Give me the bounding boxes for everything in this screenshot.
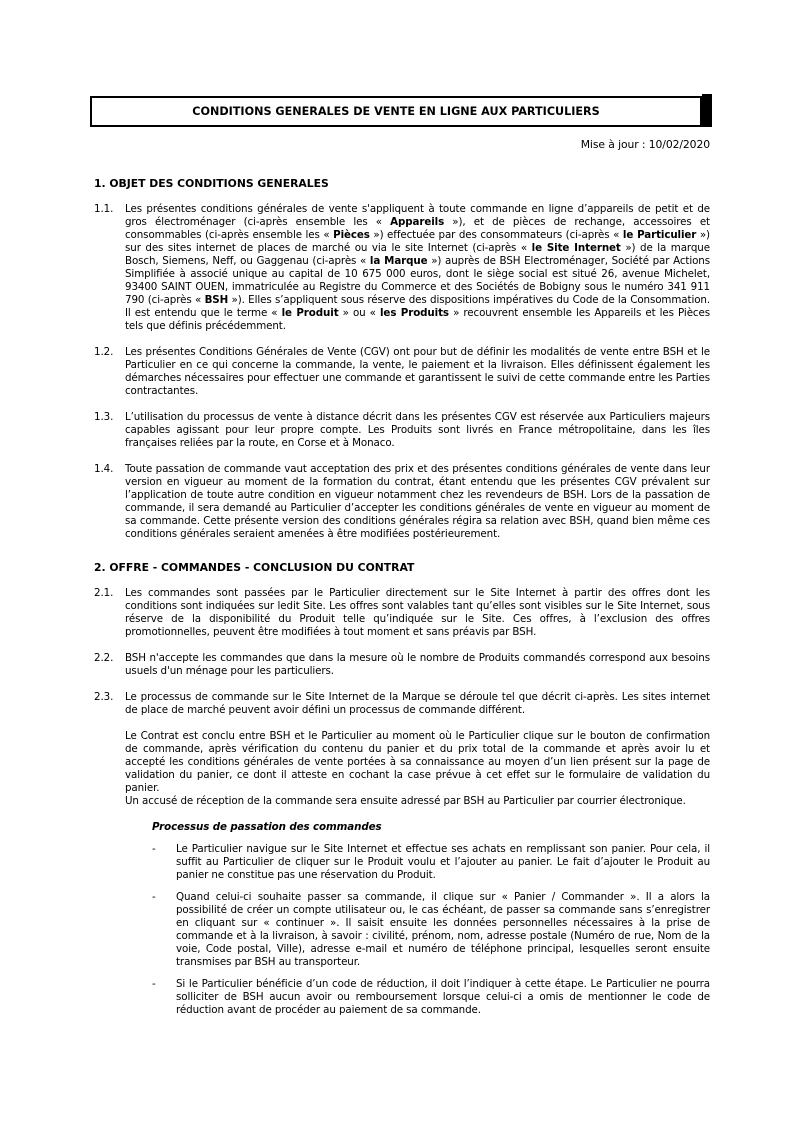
clause-1-4 <box>94 463 710 541</box>
updated-date: Mise à jour : 10/02/2020 <box>580 138 710 151</box>
list-item <box>152 891 710 969</box>
clause-number: 2.3. <box>94 691 114 703</box>
list-item-text: Quand celui-ci souhaite passer sa commande, il clique sur « Panier / Commander ». Il a alors la possibilité de créer un compte utilisateur ou, le cas échéant, de passer sa commande sans s’enregistrer en cliquant sur « continuer ». Il saisit ensuite les données personnelles nécessaires à la prise de commande et à la livraison, à savoir : civilité, prénom, nom, adresse postale (Numéro de rue, Nom de la voie, Code postal, Ville), adresse e-mail et numéro de téléphone principal, lesquelles seront ensuite transmises par BSH au transporteur. <box>176 891 710 968</box>
clause-number: 1.2. <box>94 346 114 358</box>
clause-number: 2.1. <box>94 587 114 599</box>
title-side-mark <box>702 94 712 127</box>
document-title: CONDITIONS GENERALES DE VENTE EN LIGNE AUX PARTICULIERS <box>192 105 600 118</box>
clause-2-3-continuation-2: Un accusé de réception de la commande sera ensuite adressé par BSH au Particulier par courrier électronique. <box>125 795 686 807</box>
section-1-heading: 1. OBJET DES CONDITIONS GENERALES <box>94 177 329 190</box>
clause-2-3 <box>94 691 710 717</box>
document-title-box <box>90 96 702 127</box>
list-item-marker: - <box>152 843 156 855</box>
section-2-heading: 2. OFFRE - COMMANDES - CONCLUSION DU CONTRAT <box>94 561 415 574</box>
clause-text: BSH n'accepte les commandes que dans la mesure où le nombre de Produits commandés correspond aux besoins usuels d'un ménage pour les particuliers. <box>125 652 710 677</box>
clause-text: Toute passation de commande vaut acceptation des prix et des présentes conditions générales de vente dans leur version en vigueur au moment de la formation du contrat, étant entendu que les présentes CGV prévalent sur l’application de toute autre condition en vigueur notamment chez les revendeurs de BSH. Lors de la passation de commande, il sera demandé au Particulier d’accepter les conditions générales de vente en vigueur au moment de sa commande. Cette présente version des conditions générales régira sa relation avec BSH, quand bien même ces conditions générales seraient amenées à être modifiées postérieurement. <box>125 463 710 540</box>
clause-text: Le processus de commande sur le Site Internet de la Marque se déroule tel que décrit ci-après. Les sites internet de place de marché peuvent avoir défini un processus de commande différent. <box>125 691 710 716</box>
process-subheading: Processus de passation des commandes <box>152 821 382 833</box>
clause-text: L’utilisation du processus de vente à distance décrit dans les présentes CGV est réservée aux Particuliers majeurs capables agissant pour leur propre compte. Les Produits sont livrés en France métropolitaine, dans les îles françaises reliées par la route, en Corse et à Monaco. <box>125 411 710 449</box>
list-item-marker: - <box>152 978 156 990</box>
clause-number: 2.2. <box>94 652 114 664</box>
clause-text: Les commandes sont passées par le Particulier directement sur le Site Internet à partir des offres dont les conditions sont indiquées sur ledit Site. Les offres sont valables tant qu’elles sont visibles sur le Site Internet, sous réserve de la disponibilité du Produit telle qu’indiquée sur le Site. Ces offres, à l’exclusion des offres promotionnelles, peuvent être modifiées à tout moment et sans préavis par BSH. <box>125 587 710 638</box>
clause-2-2 <box>94 652 710 678</box>
clause-number: 1.3. <box>94 411 114 423</box>
clause-2-1 <box>94 587 710 639</box>
clause-number: 1.4. <box>94 463 114 475</box>
clause-text: Les présentes conditions générales de vente s'appliquent à toute commande en ligne d’appareils de petit et de gros électroménager (ci-après ensemble les « Appareils »), et de pièces de rechange, accessoires et consommables (ci-après ensemble les « Pièces ») effectuée par des consommateurs (ci-après « le Particulier ») sur des sites internet de places de marché ou via le site Internet (ci-après « le Site Internet ») de la marque Bosch, Siemens, Neff, ou Gaggenau (ci-après « la Marque ») auprès de BSH Electroménager, Société par Actions Simplifiée à associé unique au capital de 10 675 000 euros, dont le siège social est situé 26, avenue Michelet, 93400 SAINT OUEN, immatriculée au Registre du Commerce et des Sociétés de Bobigny sous le numéro 341 911 790 (ci-après « BSH »). Elles s’appliquent sous réserve des dispositions impératives du Code de la Consommation. Il est entendu que le terme « le Produit » ou « les Produits » recouvrent ensemble les Appareils et les Pièces tels que définis précédemment. <box>125 203 711 332</box>
clause-1-3 <box>94 411 710 450</box>
clause-1-2 <box>94 346 710 398</box>
list-item <box>152 978 710 1017</box>
process-steps-list <box>94 843 710 1017</box>
list-item-text: Si le Particulier bénéficie d’un code de réduction, il doit l’indiquer à cette étape. Le Particulier ne pourra solliciter de BSH aucun avoir ou remboursement lorsque celui-ci a omis de mentionner le code de réduction avant de procéder au paiement de sa commande. <box>176 978 710 1016</box>
clause-text: Les présentes Conditions Générales de Vente (CGV) ont pour but de définir les modalités de vente entre BSH et le Particulier en ce qui concerne la commande, la vente, le paiement et la livraison. Elles définissent également les démarches nécessaires pour effectuer une commande et garantissent le suivi de cette commande entre les Parties contractantes. <box>125 346 710 397</box>
clause-2-3-continuation-1: Le Contrat est conclu entre BSH et le Particulier au moment où le Particulier clique sur le bouton de confirmation de commande, après vérification du contenu du panier et du prix total de la commande et après avoir lu et accepté les conditions générales de vente portées à sa connaissance au moyen d’un lien présent sur la page de validation du panier, ce dont il atteste en cochant la case prévue à cet effet sur le formulaire de validation du panier. <box>125 730 710 794</box>
list-item <box>152 843 710 882</box>
clause-number: 1.1. <box>94 203 114 215</box>
clause-1-1 <box>94 203 710 333</box>
list-item-text: Le Particulier navigue sur le Site Internet et effectue ses achats en remplissant son panier. Pour cela, il suffit au Particulier de cliquer sur le Produit voulu et l’ajouter au panier. Le fait d’ajouter le Produit au panier ne constitue pas une réservation du Produit. <box>176 843 710 881</box>
list-item-marker: - <box>152 891 156 903</box>
